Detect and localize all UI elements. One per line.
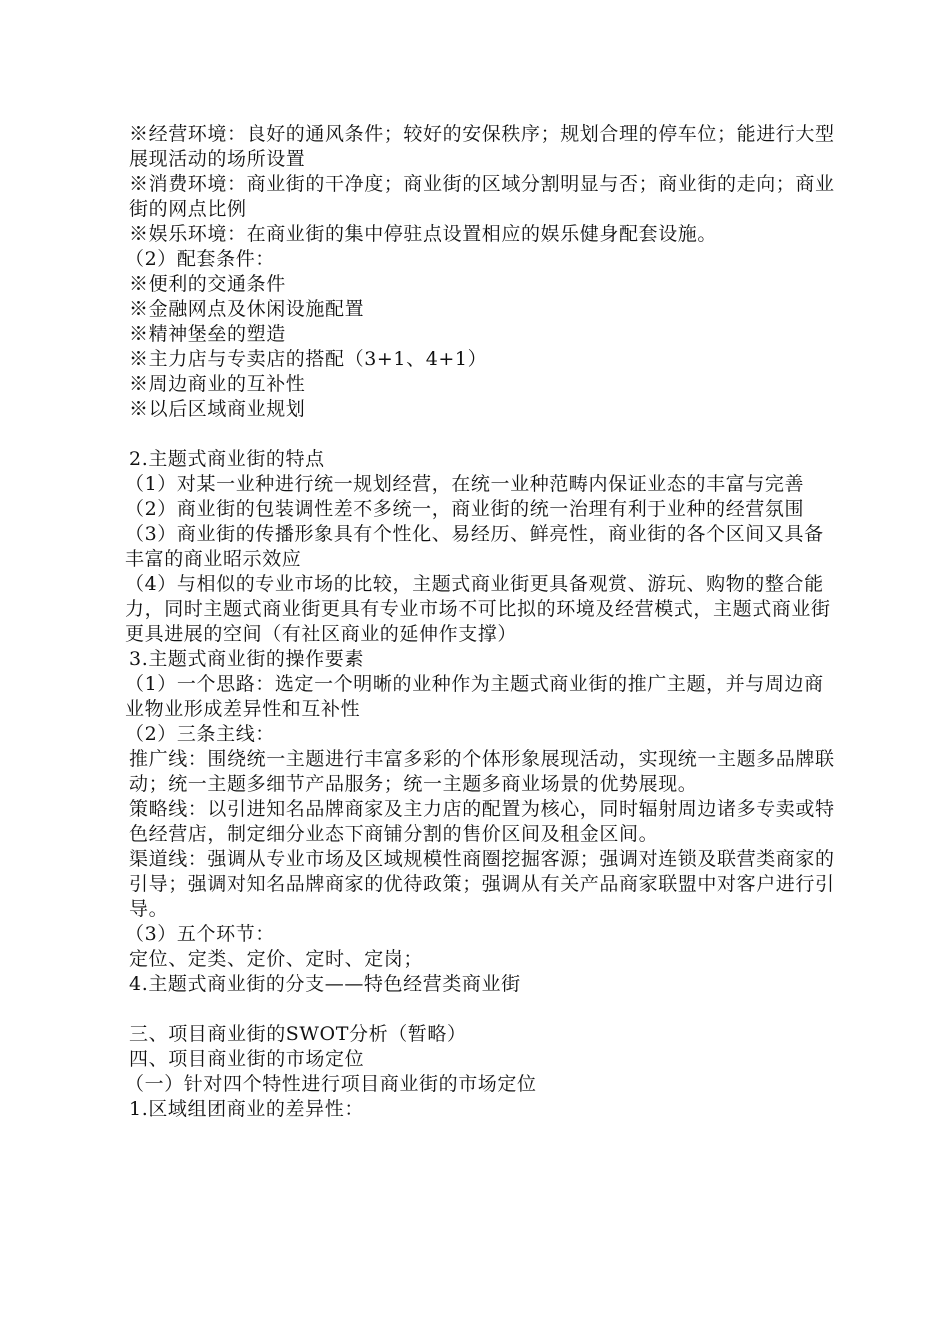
list-item-finance-leisure: ※金融网点及休闲设施配置 [129, 298, 365, 320]
heading-three-lines: （2）三条主线： [125, 723, 275, 745]
chapter-heading-swot: 三、项目商业街的SWOT分析（暂略） [129, 1023, 467, 1045]
list-item-complementarity: ※周边商业的互补性 [129, 373, 306, 395]
heading-supporting-conditions: （2）配套条件： [125, 248, 275, 270]
paragraph-channel-line: 渠道线：强调从专业市场及区域规模性商圈挖掘客源；强调对连锁及联营类商家的引导；强调对知名品牌商家的优待政策；强调从有关产品商家联盟中对客户进行引导。 [129, 848, 835, 920]
heading-five-steps: （3）五个环节： [125, 923, 275, 945]
list-item-landmark: ※精神堡垒的塑造 [129, 323, 286, 345]
paragraph-feature-1: （1）对某一业种进行统一规划经营，在统一业种范畴内保证业态的丰富与完善 [125, 473, 805, 495]
paragraph-entertainment-environment: ※娱乐环境：在商业街的集中停驻点设置相应的娱乐健身配套设施。 [129, 223, 718, 245]
paragraph-consumer-environment: ※消费环境：商业街的干净度；商业街的区域分割明显与否；商业街的走向；商业街的网点比例 [129, 173, 835, 220]
paragraph-feature-3: （3）商业街的传播形象具有个性化、易经历、鲜亮性，商业街的各个区间又具备丰富的商业昭示效应 [125, 523, 824, 570]
subheading-four-traits: （一）针对四个特性进行项目商业街的市场定位 [125, 1073, 537, 1095]
section-heading-differentiation: 1.区域组团商业的差异性： [129, 1098, 364, 1120]
chapter-heading-positioning: 四、项目商业街的市场定位 [129, 1048, 365, 1070]
section-heading-branch: 4.主题式商业街的分支——特色经营类商业街 [129, 973, 521, 995]
paragraph-strategy-line: 策略线：以引进知名品牌商家及主力店的配置为核心，同时辐射周边诸多专卖或特色经营店，制定细分业态下商铺分割的售价区间及租金区间。 [129, 798, 835, 845]
blank-line [115, 997, 840, 1022]
section-heading-features: 2.主题式商业街的特点 [129, 448, 325, 470]
paragraph-feature-2: （2）商业街的包装调性差不多统一，商业街的统一治理有利于业种的经营氛围 [125, 498, 805, 520]
document-body [115, 122, 840, 1122]
paragraph-feature-4: （4）与相似的专业市场的比较，主题式商业街更具备观赏、游玩、购物的整合能力，同时主题式商业街更具有专业市场不可比拟的环境及经营模式，主题式商业街更具进展的空间（有社区商业的延伸作支撑） [125, 573, 831, 645]
paragraph-five-steps: 定位、定类、定价、定时、定岗； [129, 948, 424, 970]
blank-line [115, 422, 840, 447]
section-heading-operations: 3.主题式商业街的操作要素 [129, 648, 364, 670]
list-item-transport: ※便利的交通条件 [129, 273, 286, 295]
paragraph-promotion-line: 推广线：围绕统一主题进行丰富多彩的个体形象展现活动，实现统一主题多品牌联动；统一主题多细节产品服务；统一主题多商业场景的优势展现。 [129, 748, 835, 795]
paragraph-business-environment: ※经营环境：良好的通风条件；较好的安保秩序；规划合理的停车位；能进行大型展现活动的场所设置 [129, 123, 835, 170]
list-item-anchor-stores: ※主力店与专卖店的搭配（3+1、4+1） [129, 348, 488, 370]
paragraph-one-idea: （1）一个思路：选定一个明晰的业种作为主题式商业街的推广主题，并与周边商业物业形成差异性和互补性 [125, 673, 824, 720]
list-item-future-planning: ※以后区域商业规划 [129, 398, 306, 420]
